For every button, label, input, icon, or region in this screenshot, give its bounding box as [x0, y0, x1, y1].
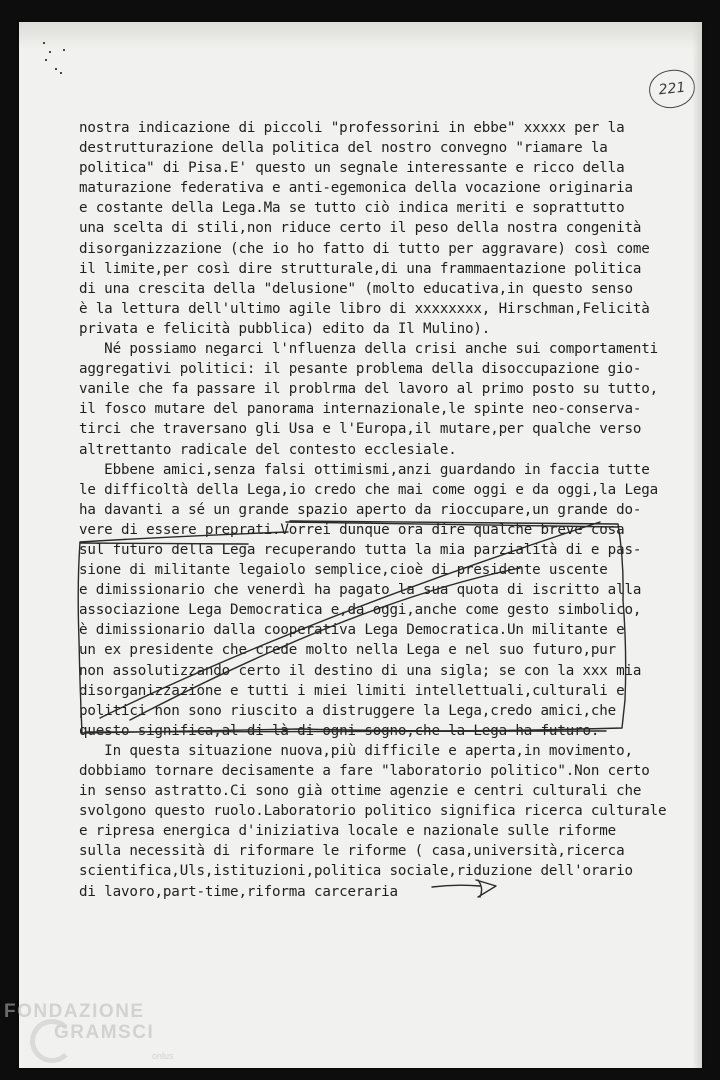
text-line: di lavoro,part-time,riforma carceraria [79, 883, 398, 900]
text-line: e costante della Lega.Ma se tutto ciò indica meriti e soprattutto [79, 200, 625, 217]
text-line: una scelta di stili,non riduce certo il peso della nostra congenità [79, 220, 642, 237]
text-line: tirci che traversano gli Usa e l'Europa,il mutare,per qualche verso [79, 421, 642, 438]
text-line: e dimissionario che venerdì ha pagato la sua quota di iscritto alla [79, 582, 642, 599]
text-line: sulla necessità di riformare le riforme ( casa,università,ricerca [79, 843, 625, 860]
text-line: sione di militante legaiolo semplice,cioè di presidente uscente [79, 562, 608, 579]
text-line: le difficoltà della Lega,io credo che mai come oggi e da oggi,la Lega [79, 481, 659, 498]
text-line: è la lettura dell'ultimo agile libro di xxxxxxxx, Hirschman,Felicità [79, 300, 650, 317]
text-line: Ebbene amici,senza falsi ottimismi,anzi guardando in faccia tutte [79, 461, 650, 478]
text-line: un ex presidente che crede molto nella Lega e nel suo futuro,pur [79, 642, 617, 659]
text-line: aggregativi politici: il pesante problema della disoccupazione gio- [79, 361, 642, 378]
text-line: e ripresa energica d'iniziativa locale e nazionale sulle riforme [79, 823, 617, 840]
watermark-line3: onlus [152, 1051, 174, 1061]
text-line: politici non sono riuscito a distruggere la Lega,credo amici,che [79, 702, 617, 719]
text-line: è dimissionario dalla cooperativa Lega Democratica.Un militante e [79, 622, 625, 639]
text-line: politica" di Pisa.E' questo un segnale interessante e ricco della [79, 160, 625, 177]
text-line: Né possiamo negarci l'nfluenza della crisi anche sui comportamenti [79, 341, 659, 358]
document-body [79, 118, 669, 902]
watermark-line2: GRAMSCI [54, 1022, 155, 1043]
text-line: non assolutizzando certo il destino di una sigla; se con la xxx mia [79, 662, 642, 679]
text-line: il limite,per così dire strutturale,di una frammaentazione politica [79, 260, 642, 277]
text-line: svolgono questo ruolo.Laboratorio politico significa ricerca culturale [79, 803, 667, 820]
text-line: sul futuro della Lega recuperando tutta la mia parzialità di e pas- [79, 541, 642, 558]
text-line: associazione Lega Democratica e,da oggi,anche come gesto simbolico, [79, 602, 642, 619]
fondazione-gramsci-watermark [4, 1001, 184, 1071]
text-line: maturazione federativa e anti-egemonica della vocazione originaria [79, 180, 633, 197]
text-line: scientifica,Uls,istituzioni,politica sociale,riduzione dell'orario [79, 863, 633, 880]
text-line: ha davanti a sé un grande spazio aperto da rioccupare,un grande do- [79, 501, 642, 518]
text-line: dobbiamo tornare decisamente a fare "laboratorio politico".Non certo [79, 763, 650, 779]
text-line: In questa situazione nuova,più difficile e aperta,in movimento, [79, 742, 633, 759]
text-line: nostra indicazione di piccoli "professorini in ebbe" xxxxx per la [79, 120, 625, 136]
text-line: disorganizzazione (che io ho fatto di tutto per aggravare) così come [79, 240, 650, 257]
text-line: vere di essere preprati.Vorrei dunque ora dire qualche breve cosa [79, 521, 625, 538]
text-line: privata e felicità pubblica) edito da Il Mulino). [79, 320, 491, 337]
page-number-stamp: 221 [647, 68, 697, 111]
text-line: di una crescita della "delusione" (molto educativa,in questo senso [79, 280, 633, 297]
text-line: il fosco mutare del panorama internazionale,le spinte neo-conserva- [79, 401, 642, 418]
text-line: destrutturazione della politica del nostro convegno "riamare la [79, 140, 608, 157]
text-line: in senso astratto.Ci sono già ottime agenzie e centri culturali che [79, 783, 642, 800]
text-line: altrettanto radicale del contesto ecclesiale. [79, 441, 457, 458]
text-line: vanile che fa passare il problrma del lavoro al primo posto su tutto, [79, 381, 659, 398]
text-line: disorganizzazione e tutti i miei limiti intellettuali,culturali e [79, 682, 625, 699]
text-line: questo significa,al di là di ogni sogno,che la Lega ha futuro. [79, 722, 600, 739]
watermark-line1: FONDAZIONE [4, 1001, 145, 1022]
